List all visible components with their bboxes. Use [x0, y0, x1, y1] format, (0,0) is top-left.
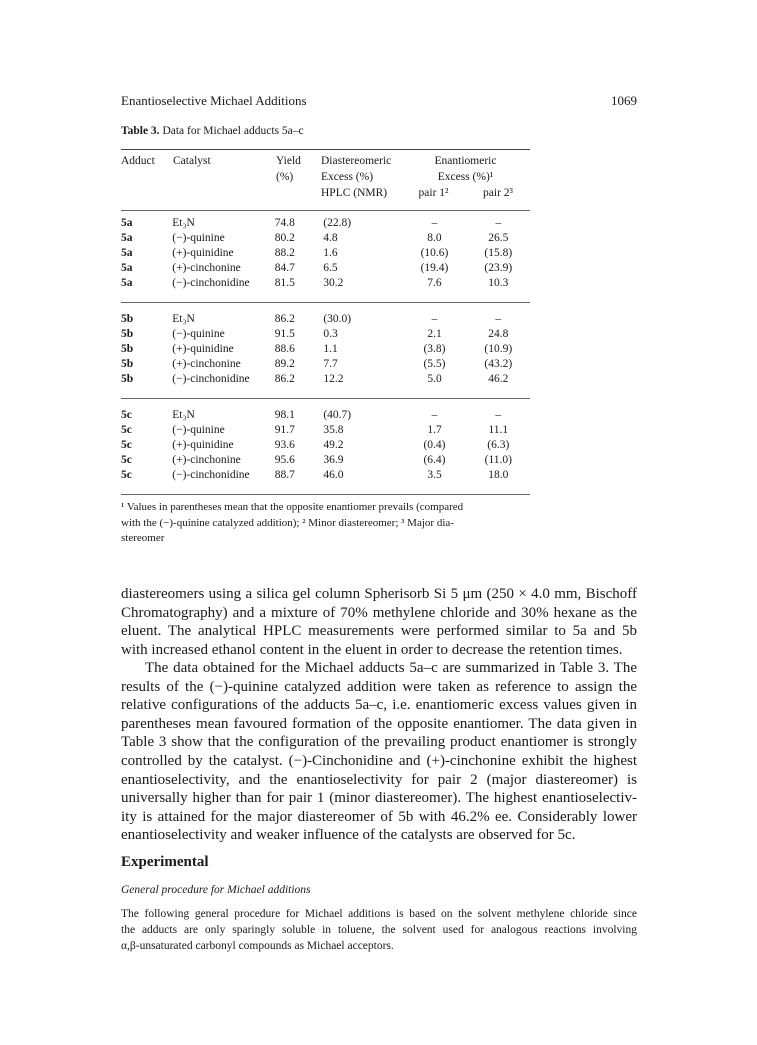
table-row: [121, 453, 530, 468]
cell-yield: 91.5: [274, 328, 295, 340]
cell-pair2: 46.2: [488, 373, 509, 385]
table-caption: [121, 125, 304, 137]
cell-catalyst: (+)-quinidine: [172, 247, 234, 259]
cell-pair2: –: [495, 313, 502, 325]
cell-pair1: –: [431, 409, 438, 421]
paragraph-1: [121, 585, 637, 659]
cell-pair1: –: [431, 217, 438, 229]
table-top-rule: [121, 149, 530, 150]
text-line: enantioselectivity, and the enantioselectivity for pair 2 (major diastereomer) is: [121, 771, 637, 788]
cell-pair1: 2.1: [427, 328, 442, 340]
header-catalyst: Catalyst: [173, 155, 211, 167]
footnote-line: ¹ Values in parentheses mean that the opposite enantiomer prevails (compared: [121, 501, 464, 513]
table-row: [121, 216, 530, 231]
header-enantiomeric-excess: Excess (%)¹: [437, 171, 494, 183]
cell-yield: 80.2: [274, 232, 295, 244]
cell-pair2: (11.0): [484, 454, 512, 466]
page-number: 1069: [611, 93, 637, 108]
footnote-line: with the (−)-quinine catalyzed addition); ² Minor diastereomer; ³ Major dia-: [121, 516, 454, 529]
header-enantiomeric: Enantiomeric: [434, 155, 497, 167]
cell-diastereomeric-excess: (30.0): [323, 313, 352, 325]
cell-catalyst: (−)-cinchonidine: [172, 373, 250, 385]
cell-adduct: 5a: [121, 247, 133, 259]
table-row: [121, 312, 530, 327]
text-line: enantioselectivity and weaker influence of the catalysts are observed for 5c.: [121, 827, 576, 844]
cell-pair1: (6.4): [423, 454, 446, 466]
cell-adduct: 5a: [121, 277, 133, 289]
header-adduct: Adduct: [121, 155, 155, 167]
cell-catalyst: Et₃N: [172, 409, 195, 421]
cell-catalyst: (−)-quinine: [172, 232, 225, 244]
cell-diastereomeric-excess: (40.7): [323, 409, 352, 421]
table-header: [121, 153, 530, 201]
cell-yield: 86.2: [274, 373, 295, 385]
cell-yield: 88.2: [274, 247, 295, 259]
table-row: [121, 276, 530, 291]
cell-pair2: –: [495, 409, 502, 421]
cell-pair2: 10.3: [488, 277, 509, 289]
cell-diastereomeric-excess: 46.0: [323, 469, 344, 481]
cell-pair2: (6.3): [487, 439, 510, 451]
cell-yield: 84.7: [274, 262, 295, 274]
cell-adduct: 5b: [121, 328, 134, 340]
cell-catalyst: (−)-cinchonidine: [172, 469, 250, 481]
cell-adduct: 5c: [121, 439, 132, 451]
cell-adduct: 5c: [121, 469, 132, 481]
section-title: Experimental: [121, 854, 209, 870]
text-line: Chromatography) and a mixture of 70% methylene chloride and 30% hexane as the: [121, 604, 637, 621]
paragraph-2: [121, 659, 637, 845]
cell-diastereomeric-excess: 12.2: [323, 373, 344, 385]
cell-catalyst: (+)-cinchonine: [172, 262, 241, 274]
cell-yield: 88.7: [274, 469, 295, 481]
group-separator-rule: [121, 302, 530, 303]
cell-adduct: 5c: [121, 409, 132, 421]
cell-pair1: 7.6: [427, 277, 442, 289]
cell-diastereomeric-excess: 0.3: [323, 328, 338, 340]
cell-pair1: (10.6): [420, 247, 449, 259]
cell-pair2: (10.9): [484, 343, 513, 355]
text-line: universally higher than for pair 1 (minor diastereomer). The highest enantioselectiv-: [121, 790, 637, 807]
cell-pair2: –: [495, 217, 502, 229]
cell-diastereomeric-excess: 7.7: [323, 358, 338, 370]
cell-diastereomeric-excess: 30.2: [323, 277, 344, 289]
cell-catalyst: (−)-quinine: [172, 328, 225, 340]
text-line: the adducts are only sparingly soluble in toluene, the solvent used for analogous reactions involving: [121, 924, 637, 936]
text-line: controlled by the catalyst. (−)-Cinchonidine and (+)-cinchonine exhibit the highest: [121, 752, 637, 769]
table-row: [121, 423, 530, 438]
cell-adduct: 5b: [121, 313, 134, 325]
cell-catalyst: (+)-cinchonine: [172, 358, 241, 370]
paragraph-3: [121, 906, 637, 954]
cell-pair2: (43.2): [484, 358, 513, 370]
text-line: The following general procedure for Michael additions is based on the solvent methylene chloride since: [121, 908, 637, 920]
cell-adduct: 5c: [121, 424, 132, 436]
cell-yield: 98.1: [274, 409, 295, 421]
text-line: relative configurations of the adducts 5a–c, i.e. enantiomeric excess values given in: [121, 697, 637, 714]
text-line: with increased ethanol content in the eluent in order to decrease the retention times.: [121, 641, 623, 658]
group-separator-rule: [121, 398, 530, 399]
cell-adduct: 5b: [121, 358, 134, 370]
cell-adduct: 5b: [121, 373, 134, 385]
cell-pair2: 11.1: [488, 424, 509, 436]
table-row: [121, 231, 530, 246]
table-group: [121, 408, 530, 483]
cell-yield: 95.6: [274, 454, 295, 466]
header-hplc-nmr: HPLC (NMR): [321, 187, 388, 199]
header-rule: [121, 210, 530, 211]
text-line: ity is attained for the major diastereomer of 5b with 46.2% ee. Considerably lower: [121, 808, 637, 825]
cell-diastereomeric-excess: (22.8): [323, 217, 352, 229]
cell-pair1: 8.0: [427, 232, 442, 244]
table-row: [121, 246, 530, 261]
cell-diastereomeric-excess: 4.8: [323, 232, 338, 244]
cell-catalyst: Et₃N: [172, 313, 195, 325]
table-row: [121, 357, 530, 372]
table-row: [121, 372, 530, 387]
table-row: [121, 408, 530, 423]
table-row: [121, 261, 530, 276]
text-line: Table 3 show that the configuration of the prevailing product enantiomer is strongly: [121, 734, 637, 751]
table-bottom-rule: [121, 494, 530, 495]
header-diastereomeric: Diastereomeric: [321, 155, 392, 167]
text-line: parentheses mean favoured formation of the opposite enantiomer. The data given in: [121, 715, 637, 732]
cell-pair2: (23.9): [484, 262, 513, 274]
cell-pair1: (19.4): [420, 262, 449, 274]
table-row: [121, 342, 530, 357]
table-footnote: [121, 500, 531, 547]
cell-diastereomeric-excess: 1.1: [323, 343, 338, 355]
cell-pair1: 5.0: [427, 373, 442, 385]
text-line: diastereomers using a silica gel column Spherisorb Si 5 μm (250 × 4.0 mm, Bischoff: [121, 586, 637, 602]
header-excess: Excess (%): [321, 171, 374, 183]
cell-pair1: (5.5): [423, 358, 446, 370]
cell-diastereomeric-excess: 36.9: [323, 454, 344, 466]
table-caption-label: Table 3.: [121, 125, 160, 137]
cell-yield: 89.2: [274, 358, 295, 370]
table-group: [121, 312, 530, 387]
table-caption-text: Data for Michael adducts 5a–c: [162, 125, 304, 137]
running-title: Enantioselective Michael Additions: [121, 93, 307, 108]
cell-yield: 74.8: [274, 217, 295, 229]
cell-adduct: 5c: [121, 454, 132, 466]
cell-pair2: 24.8: [488, 328, 509, 340]
table-row: [121, 468, 530, 483]
cell-adduct: 5b: [121, 343, 134, 355]
cell-pair2: (15.8): [484, 247, 513, 259]
cell-yield: 81.5: [274, 277, 295, 289]
cell-yield: 93.6: [274, 439, 295, 451]
text-line: eluent. The analytical HPLC measurements were performed similar to 5a and 5b: [121, 623, 637, 640]
cell-diastereomeric-excess: 1.6: [323, 247, 338, 259]
subsection-title: General procedure for Michael additions: [121, 884, 311, 896]
cell-pair1: (3.8): [423, 343, 446, 355]
cell-pair1: (0.4): [423, 439, 446, 451]
header-yield-unit: (%): [276, 171, 294, 183]
footnote-line: stereomer: [121, 532, 165, 544]
cell-catalyst: (−)-quinine: [172, 424, 225, 436]
cell-catalyst: (+)-quinidine: [172, 343, 234, 355]
table-row: [121, 438, 530, 453]
cell-diastereomeric-excess: 49.2: [323, 439, 344, 451]
cell-pair2: 18.0: [488, 469, 509, 481]
cell-yield: 88.6: [274, 343, 295, 355]
table-row: [121, 327, 530, 342]
cell-catalyst: (+)-quinidine: [172, 439, 234, 451]
text-line: α,β-unsaturated carbonyl compounds as Michael acceptors.: [121, 940, 394, 952]
cell-yield: 91.7: [274, 424, 295, 436]
cell-diastereomeric-excess: 35.8: [323, 424, 344, 436]
header-pair2: pair 2³: [483, 187, 513, 199]
cell-yield: 86.2: [274, 313, 295, 325]
header-yield: Yield: [276, 155, 301, 167]
cell-catalyst: (+)-cinchonine: [172, 454, 241, 466]
cell-pair2: 26.5: [488, 232, 509, 244]
table-group: [121, 216, 530, 291]
header-pair1: pair 1²: [418, 187, 449, 199]
cell-adduct: 5a: [121, 232, 133, 244]
cell-pair1: 1.7: [427, 424, 442, 436]
text-line: The data obtained for the Michael adducts 5a–c are summarized in Table 3. The: [145, 660, 637, 676]
cell-catalyst: (−)-cinchonidine: [172, 277, 250, 289]
cell-pair1: 3.5: [427, 469, 442, 481]
cell-catalyst: Et₃N: [172, 217, 195, 229]
cell-diastereomeric-excess: 6.5: [323, 262, 338, 274]
cell-pair1: –: [431, 313, 438, 325]
cell-adduct: 5a: [121, 217, 133, 229]
cell-adduct: 5a: [121, 262, 133, 274]
text-line: results of the (−)-quinine catalyzed addition were taken as reference to assign the: [121, 678, 637, 695]
